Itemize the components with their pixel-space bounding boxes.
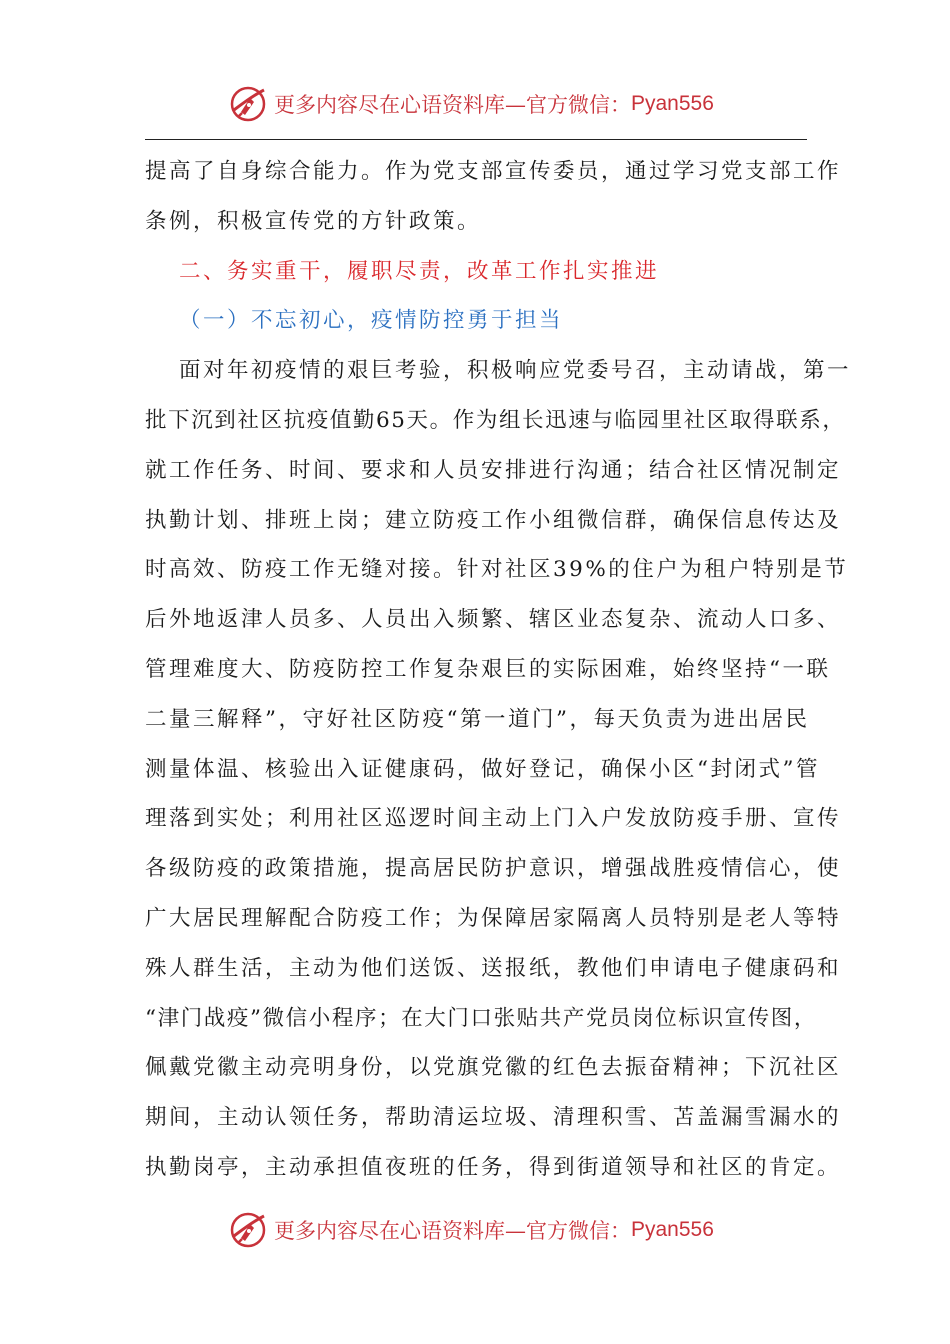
body-line: 测量体温、核验出入证健康码，做好登记，确保小区“封闭式”管 xyxy=(145,756,820,782)
body-line: 各级防疫的政策措施，提高居民防护意识，增强战胜疫情信心，使 xyxy=(145,856,842,882)
banner-wechat-id: Pyan556 xyxy=(631,1218,714,1241)
body-line: 期间，主动认领任务，帮助清运垃圾、清理积雪、苫盖漏雪漏水的 xyxy=(145,1105,842,1131)
pen-nib-icon xyxy=(228,84,268,124)
body-line: 提高了自身综合能力。作为党支部宣传委员，通过学习党支部工作 xyxy=(145,159,842,184)
section-heading: 二、务实重干，履职尽责，改革工作扎实推进 xyxy=(179,258,660,284)
pen-nib-icon xyxy=(228,1210,268,1250)
body-line: 就工作任务、时间、要求和人员安排进行沟通；结合社区情况制定 xyxy=(145,457,842,483)
banner-text: 更多内容尽在心语资料库—官方微信： xyxy=(274,93,631,117)
body-line: 执勤计划、排班上岗；建立防疫工作小组微信群，确保信息传达及 xyxy=(145,507,842,533)
body-line: 管理难度大、防疫防控工作复杂艰巨的实际困难，始终坚持“一联 xyxy=(145,656,831,682)
body-line: 执勤岗亭，主动承担值夜班的任务，得到街道领导和社区的肯定。 xyxy=(145,1154,842,1180)
body-line: 后外地返津人员多、人员出入频繁、辖区业态复杂、流动人口多、 xyxy=(145,607,842,633)
document-body xyxy=(145,147,852,1193)
body-line: 条例，积极宣传党的方针政策。 xyxy=(145,208,482,234)
body-line: 理落到实处；利用社区巡逻时间主动上门入户发放防疫手册、宣传 xyxy=(145,806,842,832)
header-divider xyxy=(145,139,807,140)
body-line: 二量三解释”，守好社区防疫“第一道门”，每天负责为进出居民 xyxy=(145,706,810,732)
banner-text: 更多内容尽在心语资料库—官方微信： xyxy=(274,1219,631,1243)
body-line: 殊人群生活，主动为他们送饭、送报纸，教他们申请电子健康码和 xyxy=(145,955,842,981)
body-line: 批下沉到社区抗疫值勤65天。作为组长迅速与临园里社区取得联系， xyxy=(145,407,846,433)
subsection-heading: （一）不忘初心，疫情防控勇于担当 xyxy=(179,308,564,334)
footer-banner xyxy=(0,1205,950,1255)
body-line: 时高效、防疫工作无缝对接。针对社区39%的住户为租户特别是节 xyxy=(145,557,849,583)
banner-wechat-id: Pyan556 xyxy=(631,92,714,115)
header-banner xyxy=(0,79,950,129)
body-line: “津门战疫”微信小程序；在大门口张贴共产党员岗位标识宣传图， xyxy=(145,1005,817,1031)
paragraph-first-line: 面对年初疫情的艰巨考验，积极响应党委号召，主动请战，第一 xyxy=(179,358,852,384)
body-line: 佩戴党徽主动亮明身份，以党旗党徽的红色去振奋精神；下沉社区 xyxy=(145,1055,842,1081)
body-line: 广大居民理解配合防疫工作；为保障居家隔离人员特别是老人等特 xyxy=(145,905,842,931)
